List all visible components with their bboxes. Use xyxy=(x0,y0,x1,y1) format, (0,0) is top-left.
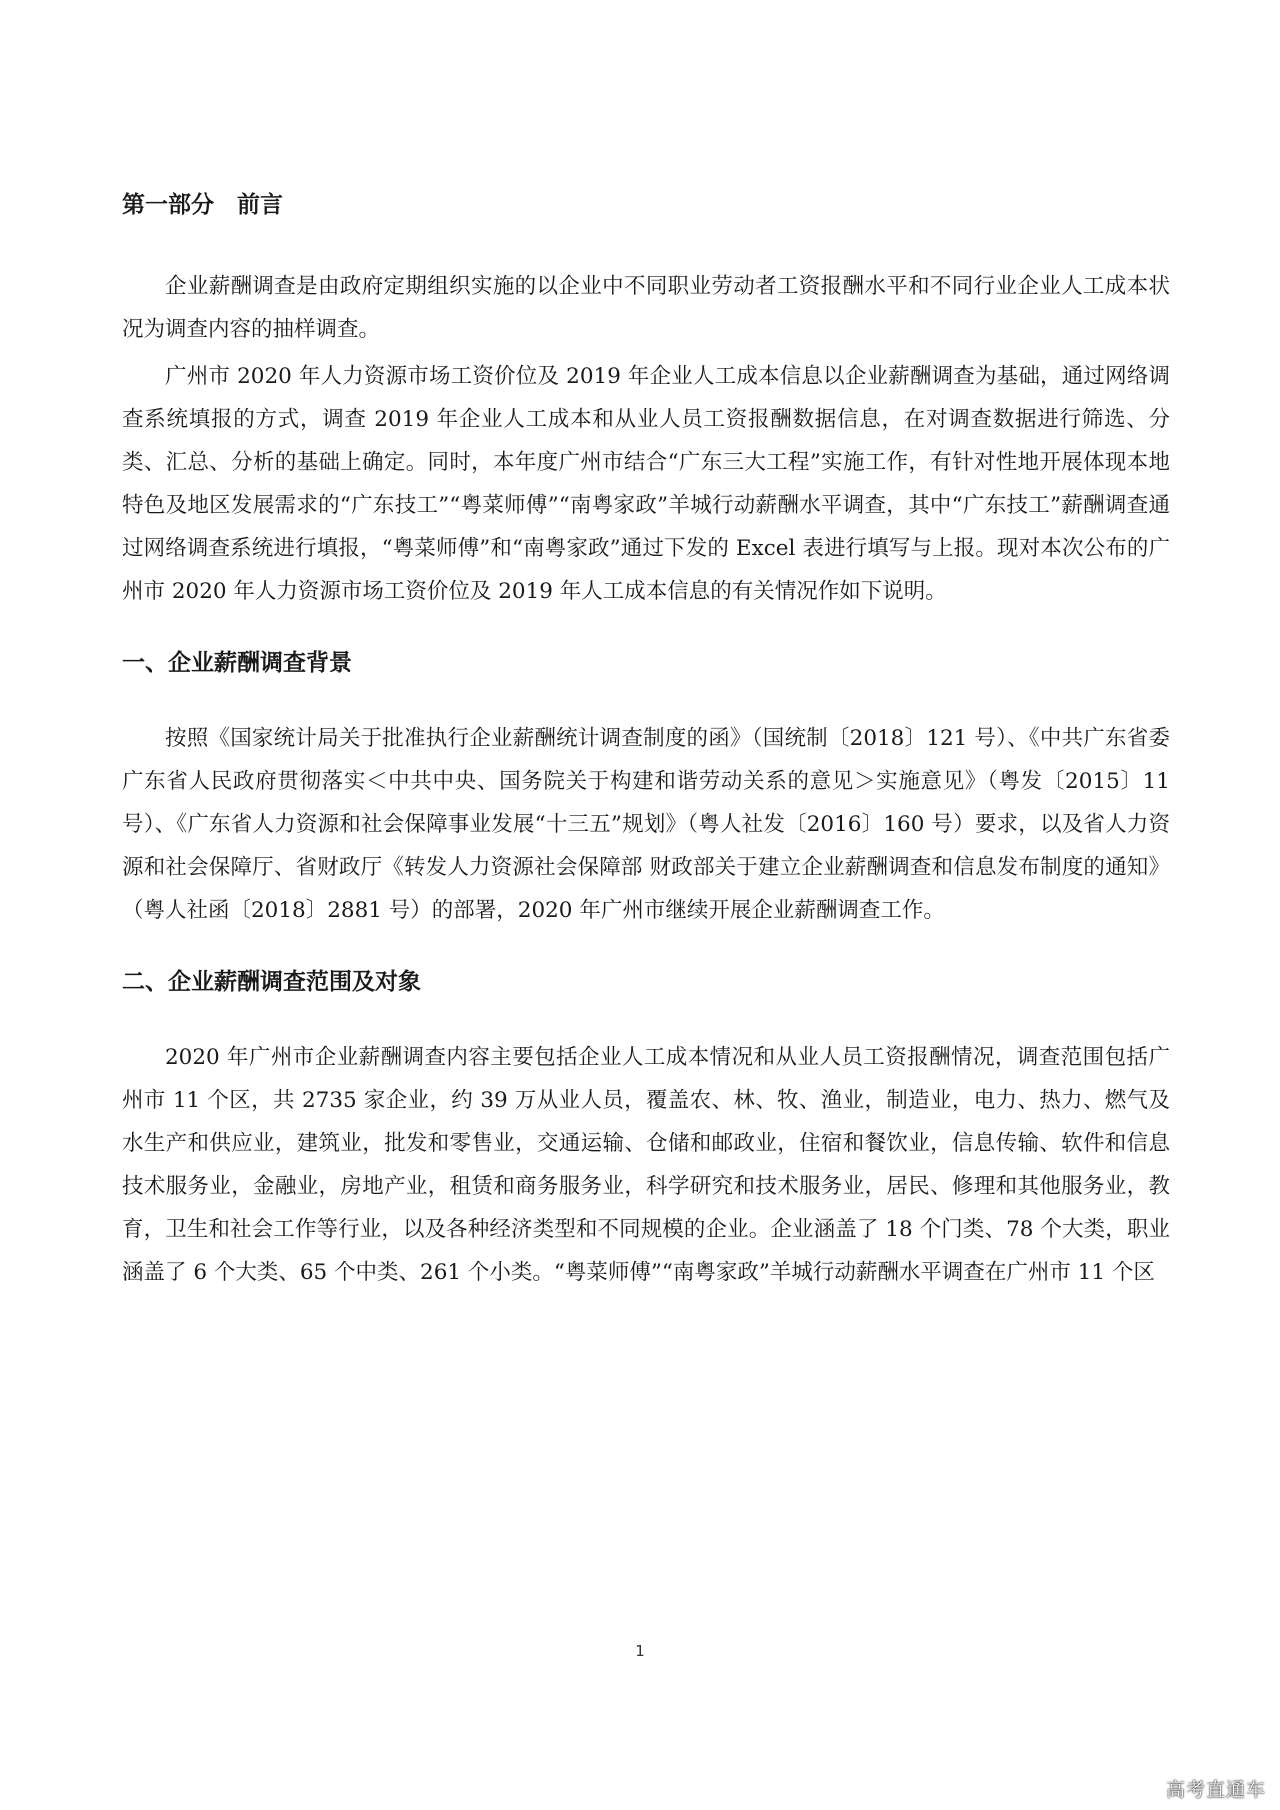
part-title: 第一部分 前言 xyxy=(122,192,283,218)
section-1-title: 一、企业薪酬调查背景 xyxy=(122,650,352,676)
intro-paragraph-2: 广州市 2020 年人力资源市场工资价位及 2019 年企业人工成本信息以企业薪酬调查为基础，通过网络调查系统填报的方式，调查 2019 年企业人工成本和从业人员工资报酬数据信息，在对调查数据进行筛选、分类、汇总、分析的基础上确定。同时，本年度广州市结合“广东三大工程”实施工作，有针对性地开展体现本地特色及地区发展需求的“广东技工”“粤菜师傅”“南粤家政”羊城行动薪酬水平调查，其中“广东技工”薪酬调查通过网络调查系统进行填报，“粤菜师傅”和“南粤家政”通过下发的 Excel 表进行填写与上报。现对本次公布的广州市 2020 年人力资源市场工资价位及 2019 年人工成本信息的有关情况作如下说明。 xyxy=(122,364,1170,604)
page-number: 1 xyxy=(635,1642,645,1660)
section-2-paragraph: 2020 年广州市企业薪酬调查内容主要包括企业人工成本情况和从业人员工资报酬情况，调查范围包括广州市 11 个区，共 2735 家企业，约 39 万从业人员，覆盖农、林、牧、渔业，制造业，电力、热力、燃气及水生产和供应业，建筑业，批发和零售业，交通运输、仓储和邮政业，住宿和餐饮业，信息传输、软件和信息技术服务业，金融业，房地产业，租赁和商务服务业，科学研究和技术服务业，居民、修理和其他服务业，教育，卫生和社会工作等行业，以及各种经济类型和不同规模的企业。企业涵盖了 18 个门类、78 个大类，职业涵盖了 6 个大类、65 个中类、261 个小类。“粤菜师傅”“南粤家政”羊城行动薪酬水平调查在广州市 11 个区 xyxy=(122,1045,1170,1285)
intro-paragraph-1: 企业薪酬调查是由政府定期组织实施的以企业中不同职业劳动者工资报酬水平和不同行业企业人工成本状况为调查内容的抽样调查。 xyxy=(122,274,1170,342)
section-2-title: 二、企业薪酬调查范围及对象 xyxy=(122,969,421,995)
document-body xyxy=(122,185,1170,1294)
watermark: 高考直通车 xyxy=(1165,1779,1266,1801)
section-1-paragraph: 按照《国家统计局关于批准执行企业薪酬统计调查制度的函》（国统制〔2018〕121 号）、《中共广东省委 广东省人民政府贯彻落实＜中共中央、国务院关于构建和谐劳动关系的意见＞实施意见》（粤发〔2015〕11 号）、《广东省人力资源和社会保障事业发展“十三五”规划》（粤人社发〔2016〕160 号）要求，以及省人力资源和社会保障厅、省财政厅《转发人力资源社会保障部 财政部关于建立企业薪酬调查和信息发布制度的通知》（粤人社函〔2018〕2881 号）的部署，2020 年广州市继续开展企业薪酬调查工作。 xyxy=(122,726,1170,923)
